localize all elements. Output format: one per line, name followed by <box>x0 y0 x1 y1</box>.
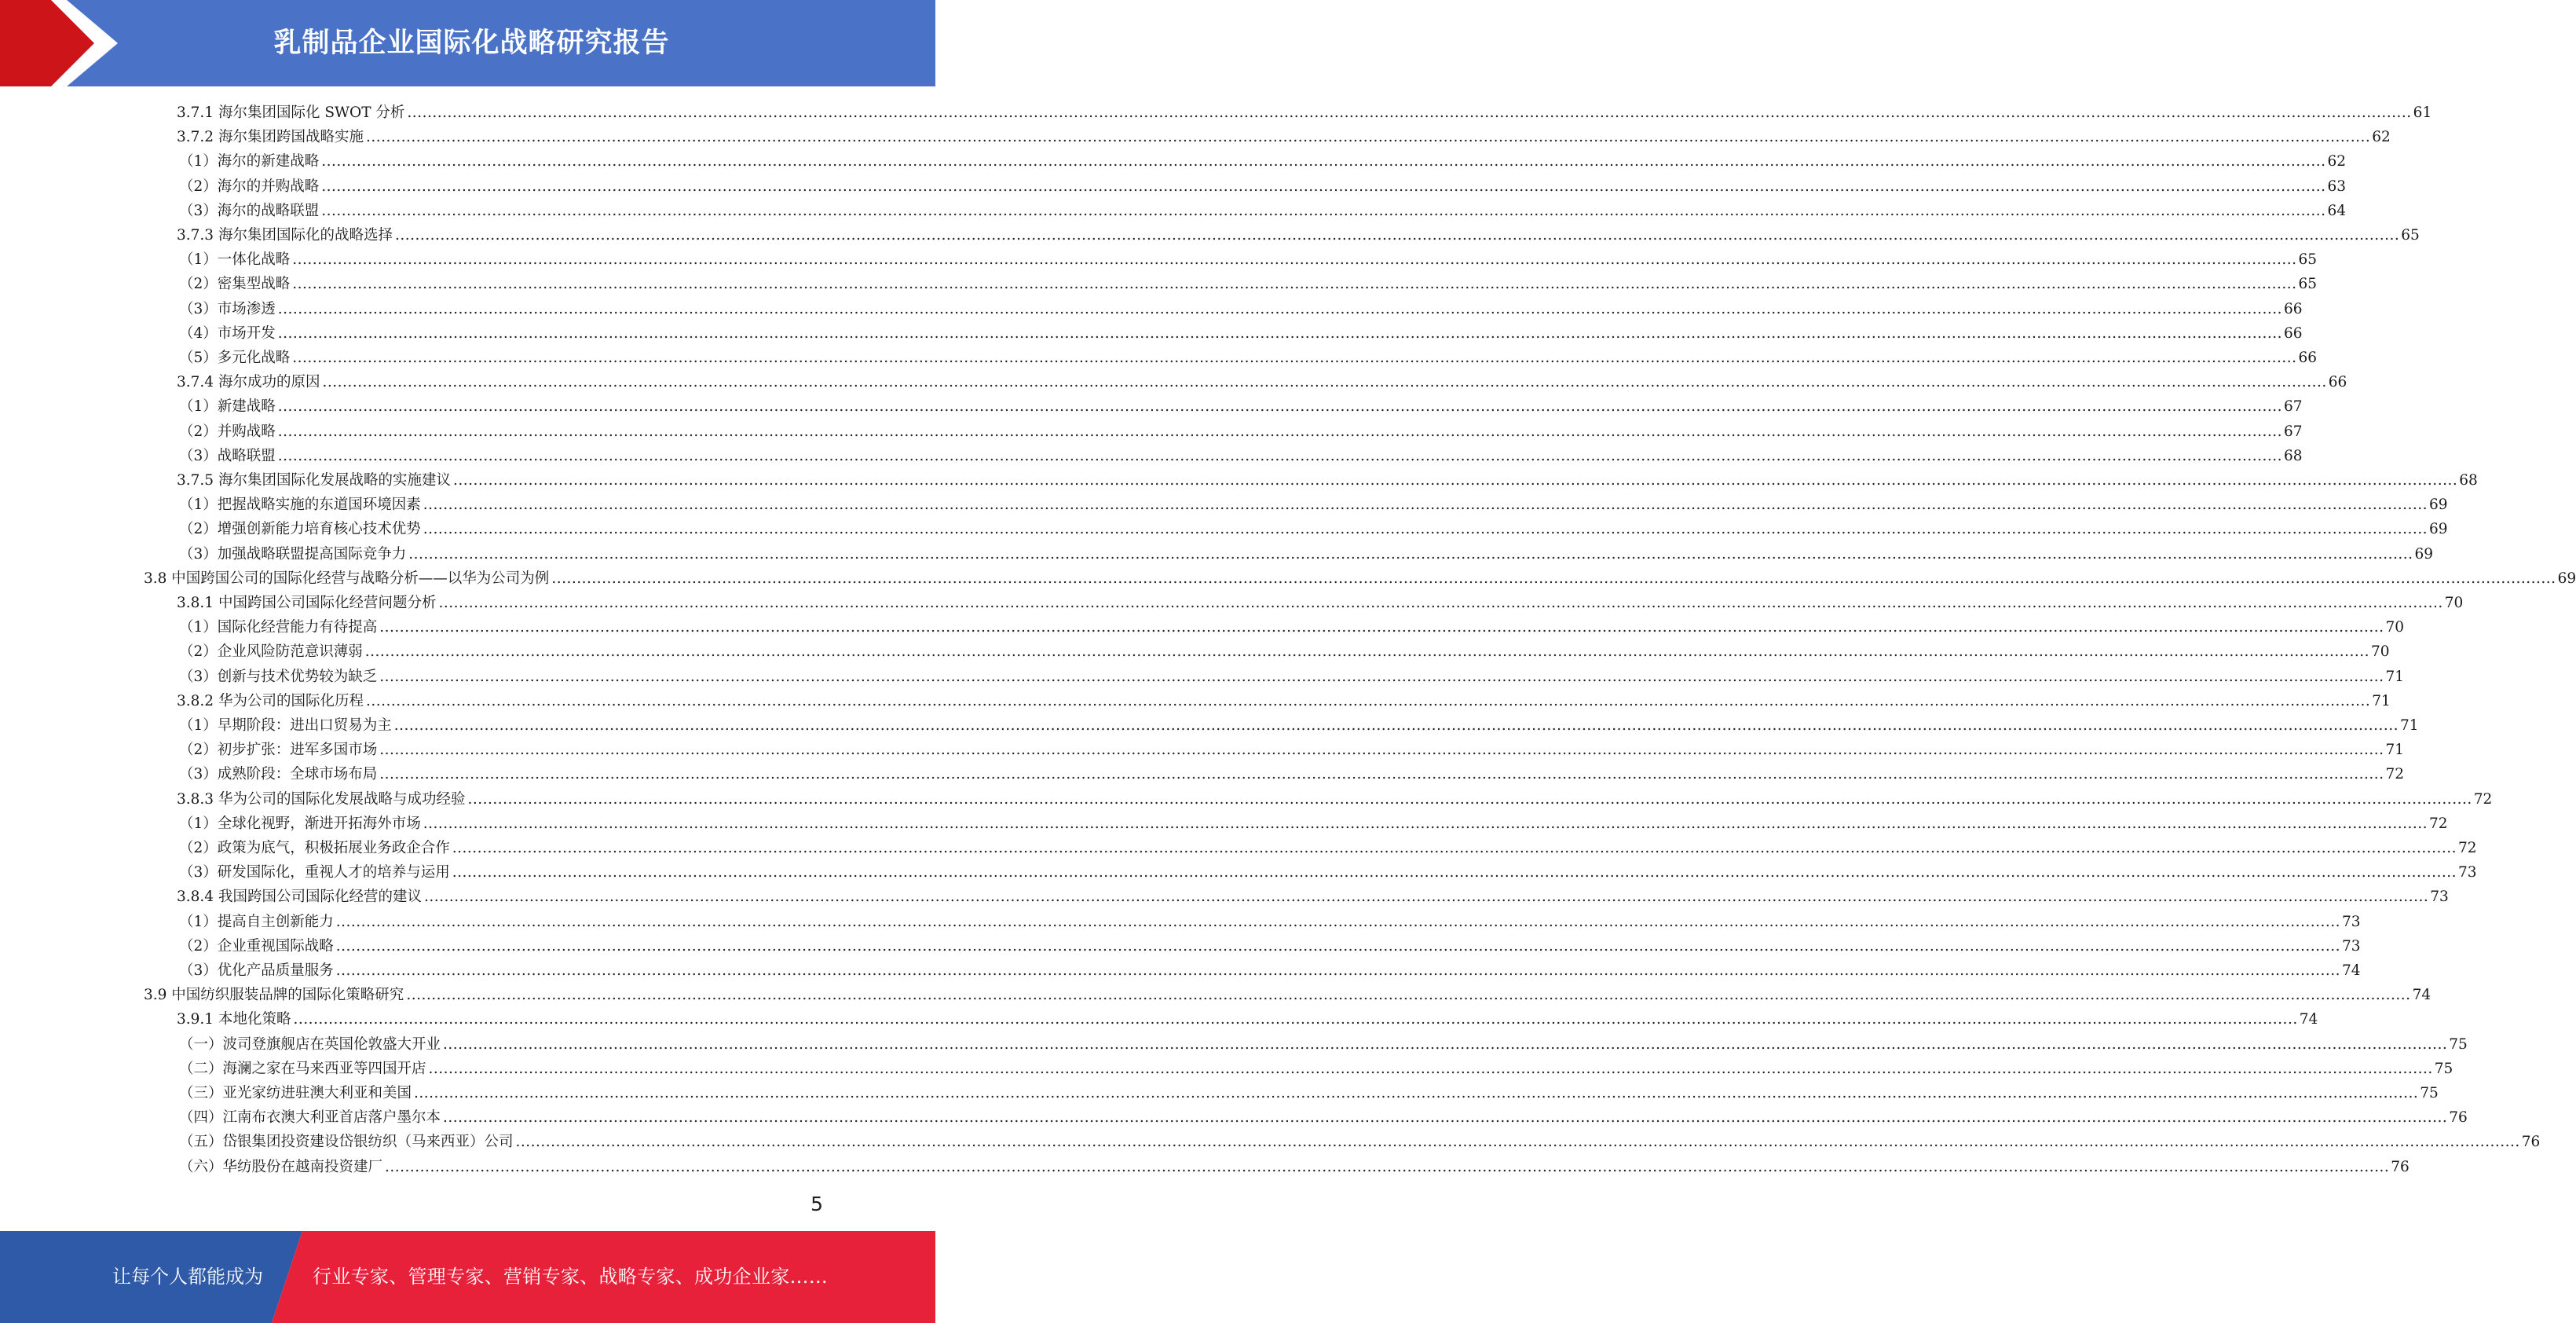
toc-entry[interactable] <box>179 444 2303 468</box>
toc-entry-page: 66 <box>2328 374 2347 391</box>
toc-entry-page: 68 <box>2284 447 2303 464</box>
toc-dot-leader: ................................................................................................................................................................................................................................................................................................................................................................................................................ <box>321 153 2326 170</box>
toc-entry-title: 3.9 中国纺织服装品牌的国际化策略研究 <box>144 987 404 1004</box>
toc-dot-leader: ................................................................................................................................................................................................................................................................................................................................................................................................................ <box>335 937 2341 955</box>
toc-dot-leader: ................................................................................................................................................................................................................................................................................................................................................................................................................ <box>423 521 2428 538</box>
toc-entry[interactable] <box>179 1057 2453 1081</box>
toc-dot-leader: ................................................................................................................................................................................................................................................................................................................................................................................................................ <box>406 987 2411 1004</box>
toc-entry-page: 74 <box>2412 987 2431 1004</box>
toc-dot-leader: ................................................................................................................................................................................................................................................................................................................................................................................................................ <box>438 595 2443 611</box>
toc-dot-leader: ................................................................................................................................................................................................................................................................................................................................................................................................................ <box>321 178 2326 195</box>
toc-dot-leader: ................................................................................................................................................................................................................................................................................................................................................................................................................ <box>452 840 2457 856</box>
toc-entry-page: 71 <box>2400 717 2419 734</box>
toc-entry-title: （四）江南布衣澳大利亚首店落户墨尔本 <box>179 1109 441 1127</box>
toc-entry-title: （2）初步扩张：进军多国市场 <box>179 742 378 759</box>
toc-entry-title: （1）提高自主创新能力 <box>179 913 334 930</box>
toc-entry-page: 70 <box>2371 643 2390 661</box>
toc-dot-leader: ................................................................................................................................................................................................................................................................................................................................................................................................................ <box>379 766 2384 783</box>
toc-entry[interactable] <box>177 125 2391 149</box>
toc-dot-leader: ................................................................................................................................................................................................................................................................................................................................................................................................................ <box>414 1085 2419 1101</box>
toc-entry-title: （2）政策为底气，积极拓展业务政企合作 <box>179 840 450 856</box>
toc-entry-title: （2）增强创新能力培育核心技术优势 <box>179 521 421 538</box>
toc-dot-leader: ................................................................................................................................................................................................................................................................................................................................................................................................................ <box>423 889 2429 906</box>
toc-entry[interactable] <box>179 665 2405 689</box>
toc-dot-leader: ................................................................................................................................................................................................................................................................................................................................................................................................................ <box>321 202 2326 219</box>
page-footer <box>0 1231 935 1323</box>
toc-entry-title: 3.8.1 中国跨国公司国际化经营问题分析 <box>177 595 437 611</box>
toc-entry-title: 3.7.3 海尔集团国际化的战略选择 <box>177 227 393 244</box>
document-title: 乳制品企业国际化战略研究报告 <box>273 27 670 59</box>
toc-dot-leader: ................................................................................................................................................................................................................................................................................................................................................................................................................ <box>277 300 2283 317</box>
toc-dot-leader: ................................................................................................................................................................................................................................................................................................................................................................................................................ <box>443 1109 2448 1127</box>
toc-entry-page: 65 <box>2298 276 2318 293</box>
toc-entry-page: 70 <box>2444 595 2464 611</box>
toc-entry[interactable] <box>179 297 2303 321</box>
toc-dot-leader: ................................................................................................................................................................................................................................................................................................................................................................................................................ <box>423 815 2428 832</box>
toc-dot-leader: ................................................................................................................................................................................................................................................................................................................................................................................................................ <box>452 864 2457 881</box>
toc-entry-title: （二）海澜之家在马来西亚等四国开店 <box>179 1060 426 1077</box>
toc-entry[interactable] <box>179 420 2303 444</box>
toc-dot-leader: ................................................................................................................................................................................................................................................................................................................................................................................................................ <box>292 251 2297 269</box>
toc-entry-page: 69 <box>2557 570 2576 587</box>
toc-dot-leader: ................................................................................................................................................................................................................................................................................................................................................................................................................ <box>467 790 2472 808</box>
toc-entry-page: 73 <box>2458 864 2477 881</box>
toc-entry-title: 3.7.1 海尔集团国际化 SWOT 分析 <box>177 104 405 121</box>
toc-entry-title: 3.7.5 海尔集团国际化发展战略的实施建议 <box>177 472 451 489</box>
toc-entry-title: （2）海尔的并购战略 <box>179 178 320 195</box>
toc-dot-leader: ................................................................................................................................................................................................................................................................................................................................................................................................................ <box>394 227 2400 244</box>
toc-entry-page: 65 <box>2401 227 2420 244</box>
toc-dot-leader: ................................................................................................................................................................................................................................................................................................................................................................................................................ <box>393 717 2399 734</box>
toc-dot-leader: ................................................................................................................................................................................................................................................................................................................................................................................................................ <box>277 447 2283 464</box>
toc-entry[interactable] <box>179 812 2448 836</box>
toc-entry[interactable] <box>179 1130 2541 1154</box>
toc-entry-page: 66 <box>2284 300 2303 317</box>
toc-dot-leader: ................................................................................................................................................................................................................................................................................................................................................................................................................ <box>379 619 2384 636</box>
toc-entry-title: 3.8.2 华为公司的国际化历程 <box>177 692 364 709</box>
toc-entry[interactable] <box>179 174 2347 199</box>
toc-dot-leader: ................................................................................................................................................................................................................................................................................................................................................................................................................ <box>452 472 2458 489</box>
toc-entry-title: 3.8.4 我国跨国公司国际化经营的建议 <box>177 889 422 906</box>
toc-entry-page: 69 <box>2429 497 2448 514</box>
toc-entry-page: 71 <box>2385 742 2405 759</box>
toc-entry-page: 73 <box>2342 937 2361 955</box>
toc-entry[interactable] <box>179 860 2477 885</box>
toc-entry[interactable] <box>179 1081 2439 1105</box>
toc-entry-title: （3）优化产品质量服务 <box>179 962 334 979</box>
toc-entry-title: （3）研发国际化，重视人才的培养与运用 <box>179 864 450 881</box>
toc-entry-title: 3.9.1 本地化策略 <box>177 1011 291 1028</box>
toc-entry-title: （3）战略联盟 <box>179 447 276 464</box>
page-header <box>0 0 935 86</box>
toc-entry[interactable] <box>179 149 2347 174</box>
toc-entry-page: 62 <box>2372 129 2391 146</box>
toc-entry-page: 65 <box>2298 251 2318 269</box>
toc-entry[interactable] <box>177 689 2391 713</box>
toc-entry-title: 3.7.4 海尔成功的原因 <box>177 374 320 391</box>
toc-entry-title: （1）新建战略 <box>179 398 276 416</box>
toc-entry-page: 68 <box>2459 472 2478 489</box>
toc-dot-leader: ................................................................................................................................................................................................................................................................................................................................................................................................................ <box>407 104 2412 121</box>
toc-entry-title: （1）全球化视野，渐进开拓海外市场 <box>179 815 421 832</box>
toc-dot-leader: ................................................................................................................................................................................................................................................................................................................................................................................................................ <box>423 497 2428 514</box>
toc-dot-leader: ................................................................................................................................................................................................................................................................................................................................................................................................................ <box>428 1060 2433 1077</box>
toc-entry[interactable] <box>179 910 2361 934</box>
toc-entry[interactable] <box>177 223 2420 247</box>
toc-dot-leader: ................................................................................................................................................................................................................................................................................................................................................................................................................ <box>551 570 2556 587</box>
toc-entry[interactable] <box>179 321 2303 346</box>
toc-entry[interactable] <box>179 1105 2468 1130</box>
toc-entry-title: 3.8.3 华为公司的国际化发展战略与成功经验 <box>177 790 466 808</box>
toc-dot-leader: ................................................................................................................................................................................................................................................................................................................................................................................................................ <box>365 692 2371 709</box>
toc-entry[interactable] <box>179 934 2361 958</box>
toc-entry-title: （3）创新与技术优势较为缺乏 <box>179 668 378 685</box>
toc-entry[interactable] <box>179 493 2448 517</box>
toc-entry[interactable] <box>179 738 2405 762</box>
toc-entry-title: （1）把握战略实施的东道国环境因素 <box>179 497 421 514</box>
toc-entry[interactable] <box>179 517 2448 541</box>
toc-entry-title: （1）早期阶段：进出口贸易为主 <box>179 717 392 734</box>
toc-entry-title: （3）海尔的战略联盟 <box>179 202 320 219</box>
toc-dot-leader: ................................................................................................................................................................................................................................................................................................................................................................................................................ <box>364 643 2370 661</box>
toc-entry[interactable] <box>177 370 2347 394</box>
toc-entry[interactable] <box>177 1007 2318 1032</box>
toc-entry-title: （5）多元化战略 <box>179 350 291 366</box>
toc-dot-leader: ................................................................................................................................................................................................................................................................................................................................................................................................................ <box>277 398 2283 416</box>
toc-dot-leader: ................................................................................................................................................................................................................................................................................................................................................................................................................ <box>379 668 2384 685</box>
toc-entry-page: 74 <box>2299 1011 2318 1028</box>
toc-entry[interactable] <box>177 101 2432 125</box>
toc-entry-page: 72 <box>2473 790 2493 808</box>
toc-entry[interactable] <box>179 640 2390 664</box>
toc-entry-page: 76 <box>2521 1134 2541 1151</box>
toc-entry-title: （五）岱银集团投资建设岱银纺织（马来西亚）公司 <box>179 1134 514 1151</box>
toc-entry[interactable] <box>179 615 2405 640</box>
toc-entry[interactable] <box>179 1032 2468 1057</box>
toc-dot-leader: ................................................................................................................................................................................................................................................................................................................................................................................................................ <box>408 545 2413 563</box>
toc-entry-page: 75 <box>2434 1060 2453 1077</box>
toc-entry-page: 62 <box>2327 153 2347 170</box>
toc-entry-page: 76 <box>2391 1158 2410 1175</box>
toc-entry-page: 75 <box>2449 1035 2468 1053</box>
toc-dot-leader: ................................................................................................................................................................................................................................................................................................................................................................................................................ <box>379 742 2384 759</box>
toc-entry-title: （六）华纺股份在越南投资建厂 <box>179 1158 383 1175</box>
toc-dot-leader: ................................................................................................................................................................................................................................................................................................................................................................................................................ <box>365 129 2371 146</box>
toc-dot-leader: ................................................................................................................................................................................................................................................................................................................................................................................................................ <box>293 1011 2298 1028</box>
toc-entry-page: 61 <box>2413 104 2432 121</box>
toc-entry-page: 73 <box>2342 913 2361 930</box>
toc-entry-title: （1）一体化战略 <box>179 251 291 269</box>
toc-entry[interactable] <box>177 468 2478 493</box>
page-number: 5 <box>810 1193 823 1215</box>
toc-entry[interactable] <box>177 885 2449 909</box>
toc-dot-leader: ................................................................................................................................................................................................................................................................................................................................................................................................................ <box>322 374 2327 391</box>
toc-entry-page: 64 <box>2327 202 2347 219</box>
toc-entry-title: 3.7.2 海尔集团跨国战略实施 <box>177 129 364 146</box>
toc-entry[interactable] <box>179 542 2434 566</box>
toc-entry-page: 63 <box>2327 178 2347 195</box>
toc-entry-page: 67 <box>2284 398 2303 416</box>
toc-entry-title: （3）市场渗透 <box>179 300 276 317</box>
toc-entry-page: 72 <box>2385 766 2405 783</box>
toc-entry[interactable] <box>179 346 2318 370</box>
toc-entry-title: （4）市场开发 <box>179 324 276 342</box>
toc-entry-page: 71 <box>2385 668 2405 685</box>
toc-entry-title: （2）企业风险防范意识薄弱 <box>179 643 363 661</box>
toc-entry-page: 70 <box>2385 619 2405 636</box>
toc-entry-title: （一）波司登旗舰店在英国伦敦盛大开业 <box>179 1035 441 1053</box>
toc-entry[interactable] <box>144 566 2576 591</box>
toc-entry[interactable] <box>179 713 2419 738</box>
toc-dot-leader: ................................................................................................................................................................................................................................................................................................................................................................................................................ <box>515 1134 2520 1151</box>
toc-entry-page: 75 <box>2420 1085 2439 1101</box>
toc-entry-page: 66 <box>2284 324 2303 342</box>
toc-dot-leader: ................................................................................................................................................................................................................................................................................................................................................................................................................ <box>292 350 2297 366</box>
toc-dot-leader: ................................................................................................................................................................................................................................................................................................................................................................................................................ <box>443 1035 2448 1053</box>
toc-entry[interactable] <box>179 762 2405 786</box>
footer-slogan-left: 让每个人都能成为 <box>112 1266 263 1288</box>
toc-entry-title: （三）亚光家纺进驻澳大利亚和美国 <box>179 1085 412 1101</box>
toc-entry-title: （2）密集型战略 <box>179 276 291 293</box>
toc-entry-page: 66 <box>2298 350 2318 366</box>
toc-entry-page: 67 <box>2284 423 2303 440</box>
toc-entry[interactable] <box>179 272 2318 296</box>
toc-entry-page: 73 <box>2430 889 2449 906</box>
toc-dot-leader: ................................................................................................................................................................................................................................................................................................................................................................................................................ <box>277 423 2283 440</box>
footer-slogan-right: 行业专家、管理专家、营销专家、战略专家、成功企业家…… <box>313 1266 829 1288</box>
toc-entry-title: （2）企业重视国际战略 <box>179 937 334 955</box>
toc-entry[interactable] <box>179 958 2361 983</box>
toc-entry-page: 72 <box>2458 840 2477 856</box>
toc-entry-title: （1）海尔的新建战略 <box>179 153 320 170</box>
toc-entry-page: 69 <box>2429 521 2448 538</box>
toc-entry-page: 74 <box>2342 962 2361 979</box>
toc-entry[interactable] <box>179 836 2477 860</box>
toc-entry[interactable] <box>177 591 2464 615</box>
toc-dot-leader: ................................................................................................................................................................................................................................................................................................................................................................................................................ <box>292 276 2297 293</box>
toc-entry[interactable] <box>179 199 2347 223</box>
toc-entry-title: 3.8 中国跨国公司的国际化经营与战略分析——以华为公司为例 <box>144 570 550 587</box>
toc-entry[interactable] <box>177 787 2493 812</box>
toc-entry-title: （3）成熟阶段：全球市场布局 <box>179 766 378 783</box>
toc-dot-leader: ................................................................................................................................................................................................................................................................................................................................................................................................................ <box>277 324 2283 342</box>
toc-entry-page: 72 <box>2429 815 2448 832</box>
toc-dot-leader: ................................................................................................................................................................................................................................................................................................................................................................................................................ <box>335 962 2341 979</box>
toc-entry[interactable] <box>179 247 2318 272</box>
toc-entry-title: （1）国际化经营能力有待提高 <box>179 619 378 636</box>
toc-entry-page: 69 <box>2414 545 2434 563</box>
toc-dot-leader: ................................................................................................................................................................................................................................................................................................................................................................................................................ <box>385 1158 2390 1175</box>
toc-entry-page: 76 <box>2449 1109 2468 1127</box>
toc-entry[interactable] <box>144 983 2431 1007</box>
toc-entry-page: 71 <box>2372 692 2391 709</box>
toc-entry[interactable] <box>179 394 2303 419</box>
toc-entry-title: （3）加强战略联盟提高国际竞争力 <box>179 545 407 563</box>
toc-entry-title: （2）并购战略 <box>179 423 276 440</box>
toc-dot-leader: ................................................................................................................................................................................................................................................................................................................................................................................................................ <box>335 913 2341 930</box>
toc-entry[interactable] <box>179 1155 2410 1179</box>
